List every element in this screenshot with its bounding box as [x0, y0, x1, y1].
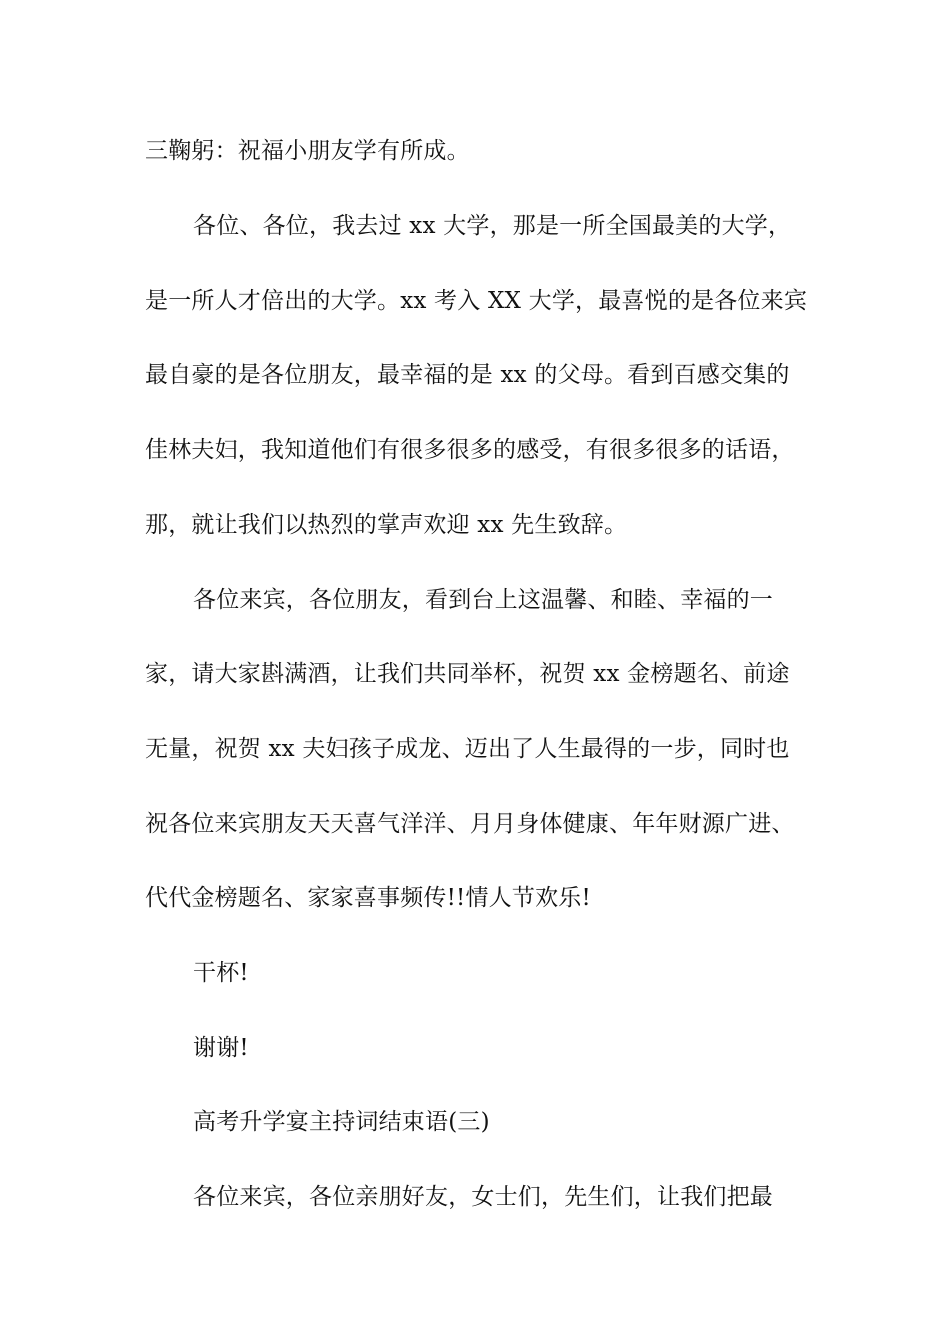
toast-line: 干杯! [193, 960, 249, 986]
text-line: 代代金榜题名、家家喜事频传!!情人节欢乐! [145, 885, 591, 911]
text-line: 是一所人才倍出的大学。xx 考入 XX 大学，最喜悦的是各位来宾 [145, 288, 808, 314]
text-line: 祝各位来宾朋友天天喜气洋洋、月月身体健康、年年财源广进、 [145, 811, 795, 837]
paragraph-start: 各位来宾，各位朋友，看到台上这温馨、和睦、幸福的一 [193, 587, 773, 613]
section-heading: 高考升学宴主持词结束语(三) [193, 1109, 490, 1135]
thanks-line: 谢谢! [193, 1035, 249, 1061]
text-line: 三鞠躬：祝福小朋友学有所成。 [145, 138, 470, 164]
text-line: 家，请大家斟满酒，让我们共同举杯，祝贺 xx 金榜题名、前途 [145, 661, 790, 687]
paragraph-start: 各位来宾，各位亲朋好友，女士们，先生们，让我们把最 [193, 1184, 773, 1210]
text-line: 无量，祝贺 xx 夫妇孩子成龙、迈出了人生最得的一步，同时也 [145, 736, 790, 762]
paragraph-start: 各位、各位，我去过 xx 大学，那是一所全国最美的大学， [193, 213, 792, 239]
text-line: 佳林夫妇，我知道他们有很多很多的感受，有很多很多的话语， [145, 437, 795, 463]
text-line: 那，就让我们以热烈的掌声欢迎 xx 先生致辞。 [145, 512, 628, 538]
text-line: 最自豪的是各位朋友，最幸福的是 xx 的父母。看到百感交集的 [145, 362, 790, 388]
